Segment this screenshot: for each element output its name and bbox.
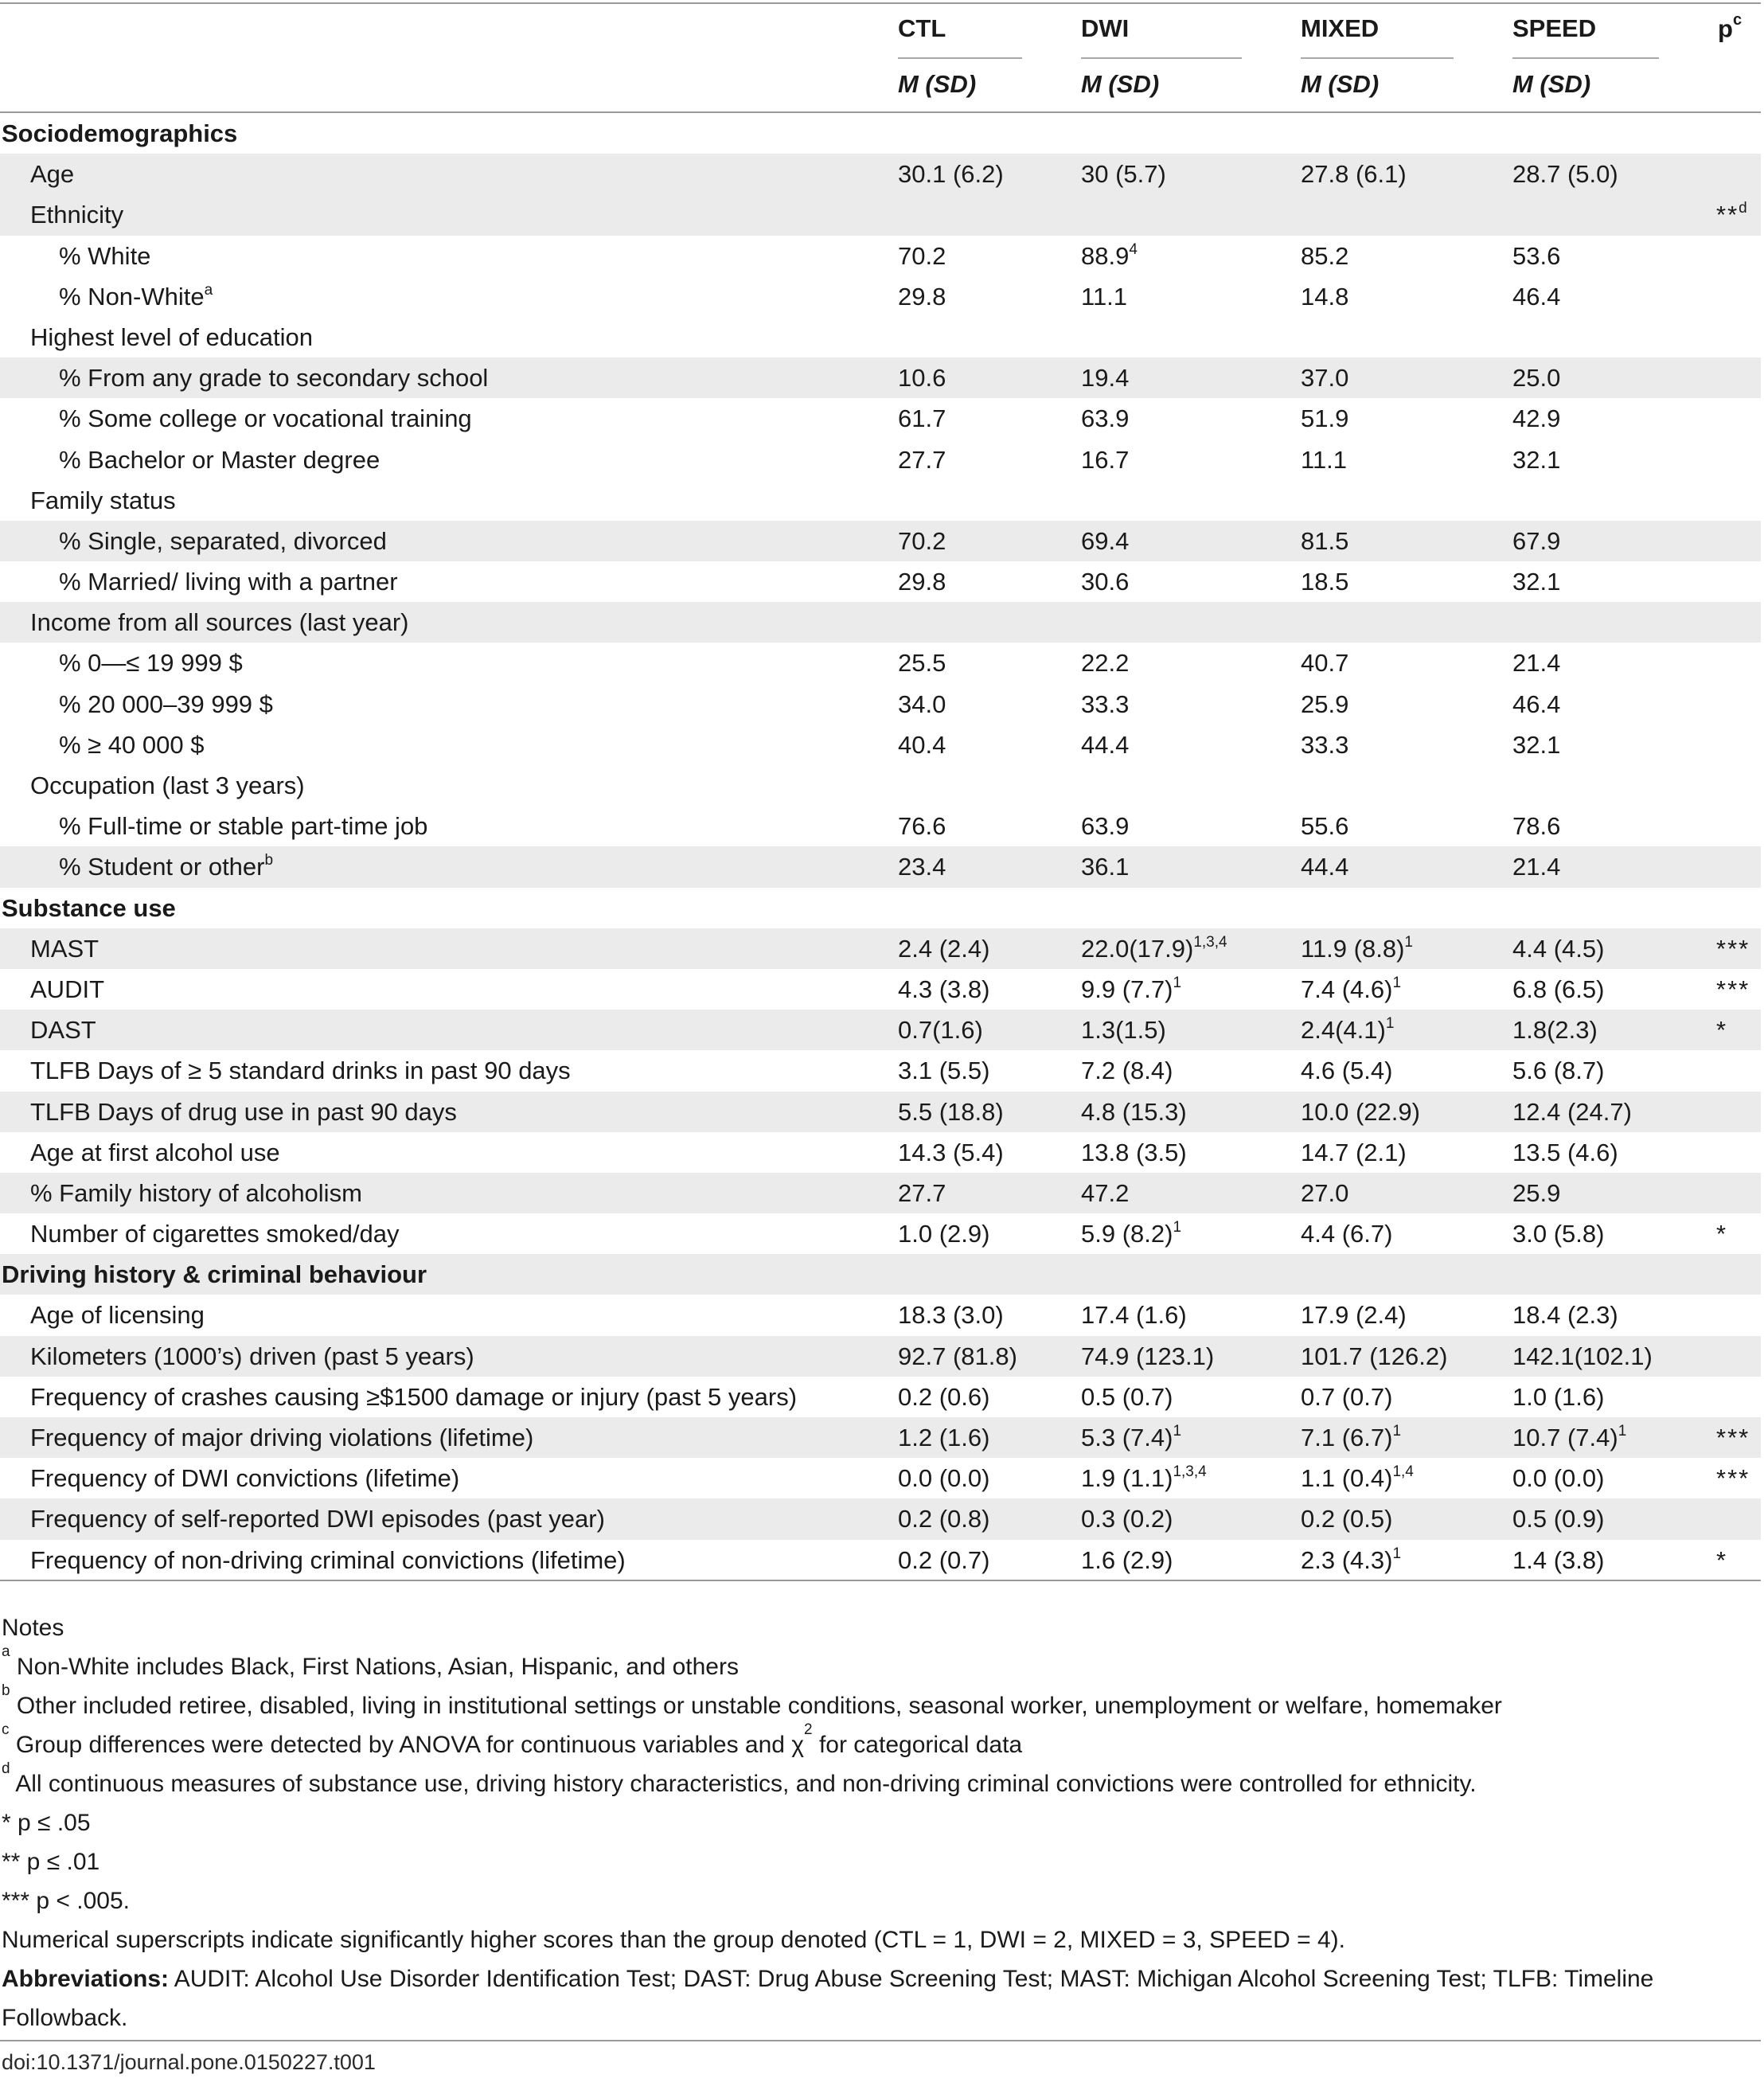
row-label: Family status — [30, 486, 176, 514]
cell-mix: $2.4(4.1)^1$ — [1301, 1015, 1395, 1045]
cell-ctl: 3.1 (5.5) — [898, 1057, 990, 1085]
table-row — [0, 1498, 1761, 1539]
cell-ctl: 23.4 — [898, 853, 946, 881]
note-p05: * p ≤ .05 — [2, 1810, 91, 1836]
cell-ctl: 34.0 — [898, 690, 946, 718]
table-header — [0, 0, 1761, 113]
cell-mix: 37.0 — [1301, 364, 1349, 393]
cell-mix: 11.1 — [1301, 445, 1348, 474]
cell-mix: 101.7 (126.2) — [1301, 1342, 1448, 1370]
row-label: TLFB Days of ≥ 5 standard drinks in past 90 days — [30, 1057, 571, 1085]
cell-dwi: 88.9$^4$ — [1081, 240, 1138, 270]
doi-rule — [0, 2040, 1761, 2041]
cell-dwi: 1.9 $(1.1)^{1,3,4}$ — [1081, 1463, 1207, 1493]
section-row — [0, 888, 1761, 928]
cell-mix: 14.8 — [1301, 282, 1349, 311]
col-sub-ctl: M (SD) — [898, 70, 977, 98]
cell-mix: 7.1 $(6.7)^1$ — [1301, 1423, 1402, 1451]
table-row — [0, 317, 1761, 357]
cell-ctl: 0.7(1.6) — [898, 1016, 983, 1045]
cell-p: * — [1716, 1220, 1728, 1248]
cell-dwi: 69.4 — [1081, 526, 1130, 555]
note-d: $^d$ All continuous measures of substance use, driving history characteristics, and non-driving criminal convictions were controlled for ethnicity. — [2, 1760, 1477, 1797]
cell-spd: 1.8(2.3) — [1512, 1016, 1598, 1045]
cell-ctl: 25.5 — [898, 649, 946, 678]
table-row — [0, 521, 1761, 561]
row-label: % Non-White$^a$ — [59, 281, 213, 311]
cell-spd: 67.9 — [1512, 526, 1561, 555]
cell-spd: 78.6 — [1512, 812, 1561, 841]
table-row — [0, 684, 1761, 725]
table-row — [0, 1540, 1761, 1580]
cell-ctl: 0.2 (0.7) — [898, 1545, 990, 1574]
cell-mix: 51.9 — [1301, 404, 1349, 433]
cell-mix: 10.0 (22.9) — [1301, 1097, 1420, 1126]
cell-mix: 14.7 (2.1) — [1301, 1138, 1407, 1166]
cell-dwi: 16.7 — [1081, 445, 1130, 474]
cell-spd: 0.0 (0.0) — [1512, 1464, 1605, 1493]
cell-p: *** — [1716, 975, 1750, 1003]
row-label: Sociodemographics — [2, 119, 238, 147]
cell-ctl: 1.2 (1.6) — [898, 1424, 990, 1451]
row-label: Kilometers (1000’s) driven (past 5 years) — [30, 1342, 474, 1370]
cell-spd: 3.0 (5.8) — [1512, 1220, 1605, 1248]
row-label: Substance use — [2, 893, 176, 922]
note-b: $^b$ Other included retiree, disabled, living in institutional settings or unstable conditions, seasonal worker, unemployment or welfare, homemaker — [2, 1682, 1502, 1719]
cell-mix: 27.8 (6.1) — [1301, 160, 1407, 189]
cell-ctl: 0.0 (0.0) — [898, 1464, 990, 1493]
cell-mix: 4.6 (5.4) — [1301, 1057, 1393, 1085]
cell-mix: 40.7 — [1301, 649, 1349, 678]
cell-dwi: 44.4 — [1081, 730, 1130, 759]
cell-dwi: 7.2 (8.4) — [1081, 1057, 1173, 1085]
table-row — [0, 1336, 1761, 1377]
cell-spd: 13.5 (4.6) — [1512, 1138, 1618, 1166]
table-row — [0, 806, 1761, 846]
section-row — [0, 1254, 1761, 1295]
notes-title: Notes — [2, 1615, 64, 1641]
table-row — [0, 236, 1761, 276]
table-row — [0, 1417, 1761, 1458]
row-label: Ethnicity — [30, 201, 124, 229]
cell-spd: 25.9 — [1512, 1178, 1561, 1207]
cell-ctl: 40.4 — [898, 730, 946, 759]
cell-mix: 44.4 — [1301, 853, 1349, 881]
bottom-rule — [0, 1580, 1761, 1581]
doi-text: doi:10.1371/journal.pone.0150227.t001 — [2, 2050, 376, 2074]
table-notes — [2, 1608, 1753, 2037]
cell-mix: 4.4 (6.7) — [1301, 1220, 1393, 1248]
cell-ctl: 92.7 (81.8) — [898, 1342, 1017, 1370]
cell-p: * — [1716, 1016, 1728, 1045]
table-row — [0, 1010, 1761, 1050]
cell-mix: 25.9 — [1301, 690, 1349, 718]
cell-spd: 53.6 — [1512, 241, 1561, 270]
top-rule — [0, 2, 1761, 4]
cell-dwi: 1.6 (2.9) — [1081, 1545, 1173, 1574]
cell-dwi: 22.2 — [1081, 649, 1130, 678]
table-row — [0, 154, 1761, 194]
table-row — [0, 765, 1761, 806]
table-row — [0, 602, 1761, 643]
cell-ctl: 1.0 (2.9) — [898, 1220, 990, 1248]
cell-ctl: 30.1 (6.2) — [898, 160, 1004, 189]
section-row — [0, 113, 1761, 154]
cell-dwi: 36.1 — [1081, 853, 1130, 881]
row-label: % Full-time or stable part-time job — [59, 812, 428, 841]
note-p01: ** p ≤ .01 — [2, 1849, 100, 1875]
cell-dwi: 11.1 — [1081, 282, 1128, 311]
row-label: Frequency of major driving violations (lifetime) — [30, 1424, 534, 1451]
table-row — [0, 928, 1761, 969]
cell-ctl: 27.7 — [898, 1178, 946, 1207]
cell-ctl: 70.2 — [898, 241, 946, 270]
note-c: $^c$ Group differences were detected by ANOVA for continuous variables and $\chi^2$ for categorical data — [2, 1721, 1023, 1758]
cell-mix: 33.3 — [1301, 730, 1349, 759]
cell-spd: 4.4 (4.5) — [1512, 934, 1605, 963]
row-label: TLFB Days of drug use in past 90 days — [30, 1097, 457, 1126]
table-row — [0, 561, 1761, 602]
note-abbreviations: Abbreviations: AUDIT: Alcohol Use Disorder Identification Test; DAST: Drug Abuse Screening Test; MAST: Michigan Alcohol Screening Test; TLFB: Timeline Followback. — [2, 1966, 1654, 2031]
table-row — [0, 1377, 1761, 1417]
col-underline-speed — [1512, 57, 1659, 59]
cell-spd: 25.0 — [1512, 364, 1561, 393]
cell-spd: 5.6 (8.7) — [1512, 1057, 1605, 1085]
cell-dwi: 9.9 $(7.7)^1$ — [1081, 974, 1182, 1003]
row-label: % White — [59, 241, 151, 270]
cell-mix: 85.2 — [1301, 241, 1349, 270]
cell-ctl: 10.6 — [898, 364, 946, 393]
table-row — [0, 846, 1761, 887]
cell-dwi: 63.9 — [1081, 404, 1130, 433]
cell-dwi: 0.3 (0.2) — [1081, 1505, 1173, 1533]
row-label: AUDIT — [30, 975, 104, 1003]
cell-ctl: 29.8 — [898, 282, 946, 311]
cell-ctl: 4.3 (3.8) — [898, 975, 990, 1003]
table-row — [0, 1173, 1761, 1213]
cell-dwi: 17.4 (1.6) — [1081, 1301, 1187, 1330]
table-row — [0, 1092, 1761, 1132]
row-label: Frequency of self-reported DWI episodes (past year) — [30, 1505, 605, 1533]
note-a: $^a$ Non-White includes Black, First Nations, Asian, Hispanic, and others — [2, 1643, 739, 1680]
row-label: % ≥ 40 000 $ — [59, 730, 205, 759]
col-underline-mixed — [1301, 57, 1454, 59]
cell-p: *** — [1716, 934, 1750, 963]
row-label: % From any grade to secondary school — [59, 364, 489, 393]
row-label: DAST — [30, 1016, 96, 1045]
col-underline-ctl — [898, 57, 1022, 59]
cell-ctl: 27.7 — [898, 445, 946, 474]
cell-mix: 0.7 (0.7) — [1301, 1382, 1393, 1411]
col-header-dwi: DWI — [1081, 14, 1130, 42]
cell-spd: 21.4 — [1512, 649, 1561, 678]
col-sub-dwi: M (SD) — [1081, 70, 1160, 98]
cell-mix: 7.4 $(4.6)^1$ — [1301, 974, 1402, 1003]
row-label: Number of cigarettes smoked/day — [30, 1220, 400, 1248]
cell-ctl: 2.4 (2.4) — [898, 934, 990, 963]
cell-dwi: 5.3 $(7.4)^1$ — [1081, 1423, 1182, 1451]
cell-mix: 2.3 $(4.3)^1$ — [1301, 1545, 1402, 1574]
cell-ctl: 0.2 (0.6) — [898, 1382, 990, 1411]
cell-spd: 46.4 — [1512, 282, 1561, 311]
cell-dwi: 74.9 (123.1) — [1081, 1342, 1215, 1370]
table-row — [0, 1132, 1761, 1173]
table-row — [0, 725, 1761, 765]
cell-spd: 12.4 (24.7) — [1512, 1097, 1632, 1126]
row-label: Occupation (last 3 years) — [30, 772, 305, 799]
cell-dwi: 5.9 $(8.2)^1$ — [1081, 1219, 1182, 1248]
cell-p: *** — [1716, 1464, 1750, 1493]
cell-mix: 27.0 — [1301, 1178, 1349, 1207]
note-superscripts: Numerical superscripts indicate significantly higher scores than the group denoted (CTL = 1, DWI = 2, MIXED = 3, SPEED = 4). — [2, 1927, 1345, 1953]
table-row — [0, 276, 1761, 317]
row-label: % Married/ living with a partner — [59, 568, 398, 596]
table-row — [0, 1050, 1761, 1091]
cell-spd: 0.5 (0.9) — [1512, 1505, 1605, 1533]
cell-dwi: 30.6 — [1081, 568, 1130, 596]
row-label: Income from all sources (last year) — [30, 608, 409, 637]
cell-ctl: 70.2 — [898, 526, 946, 555]
table-row — [0, 194, 1761, 235]
cell-spd: 6.8 (6.5) — [1512, 975, 1605, 1003]
cell-dwi: $22.0(17.9)^{1,3,4}$ — [1081, 933, 1227, 963]
cell-ctl: 18.3 (3.0) — [898, 1301, 1004, 1330]
cell-dwi: 47.2 — [1081, 1178, 1130, 1207]
cell-spd: 1.4 (3.8) — [1512, 1545, 1605, 1574]
cell-dwi: 4.8 (15.3) — [1081, 1097, 1187, 1126]
col-header-p: $p^c$ — [1718, 11, 1743, 43]
cell-p: *** — [1716, 1424, 1750, 1451]
row-label: MAST — [30, 934, 100, 963]
cell-spd: 42.9 — [1512, 404, 1561, 433]
col-header-speed: SPEED — [1512, 14, 1597, 42]
cell-mix: 1.1 $(0.4)^{1,4}$ — [1301, 1463, 1414, 1493]
row-label: % Bachelor or Master degree — [59, 445, 381, 474]
cell-spd: 46.4 — [1512, 690, 1561, 718]
cell-mix: 55.6 — [1301, 812, 1349, 841]
row-label: Age — [30, 160, 75, 189]
cell-spd: 10.7 $(7.4)^1$ — [1512, 1423, 1627, 1451]
cell-dwi: 1.3(1.5) — [1081, 1016, 1166, 1045]
row-label: % Family history of alcoholism — [30, 1178, 362, 1207]
cell-p: **$^d$ — [1716, 200, 1749, 229]
table-body — [0, 113, 1761, 1580]
cell-ctl: 0.2 (0.8) — [898, 1505, 990, 1533]
row-label: % Student or other$^b$ — [59, 852, 274, 881]
col-underline-dwi — [1081, 57, 1242, 59]
row-label: Highest level of education — [30, 322, 314, 351]
cell-spd: 32.1 — [1512, 730, 1561, 759]
cell-dwi: 19.4 — [1081, 364, 1130, 393]
table-row — [0, 969, 1761, 1010]
cell-dwi: 33.3 — [1081, 690, 1130, 718]
table-row — [0, 439, 1761, 480]
cell-dwi: 13.8 (3.5) — [1081, 1138, 1187, 1166]
row-label: % Single, separated, divorced — [59, 526, 387, 555]
cell-spd: 18.4 (2.3) — [1512, 1301, 1618, 1330]
col-header-mixed: MIXED — [1301, 14, 1380, 42]
cell-spd: 32.1 — [1512, 568, 1561, 596]
row-label: % 0—≤ 19 999 $ — [59, 649, 243, 678]
cell-ctl: 61.7 — [898, 404, 946, 433]
cell-dwi: 0.5 (0.7) — [1081, 1382, 1173, 1411]
cell-ctl: 14.3 (5.4) — [898, 1138, 1004, 1166]
cell-spd: 1.0 (1.6) — [1512, 1382, 1605, 1411]
table-row — [0, 398, 1761, 439]
cell-ctl: 5.5 (18.8) — [898, 1097, 1004, 1126]
row-label: % 20 000–39 999 $ — [59, 690, 273, 718]
cell-spd: 28.7 (5.0) — [1512, 160, 1618, 189]
row-label: Frequency of non-driving criminal convictions (lifetime) — [30, 1545, 626, 1574]
cell-ctl: 29.8 — [898, 568, 946, 596]
row-label: Driving history & criminal behaviour — [2, 1260, 427, 1289]
cell-p: * — [1716, 1545, 1728, 1574]
row-label: % Some college or vocational training — [59, 404, 472, 433]
cell-spd: 21.4 — [1512, 853, 1561, 881]
note-p005: *** p < .005. — [2, 1888, 130, 1914]
row-label: Frequency of crashes causing ≥$1500 damage or injury (past 5 years) — [30, 1382, 798, 1411]
cell-dwi: 63.9 — [1081, 812, 1130, 841]
cell-spd: 142.1(102.1) — [1512, 1342, 1653, 1370]
cell-dwi: 30 (5.7) — [1081, 160, 1166, 189]
row-label: Age at first alcohol use — [30, 1138, 280, 1166]
col-header-ctl: CTL — [898, 14, 946, 42]
cell-mix: 17.9 (2.4) — [1301, 1301, 1407, 1330]
table-row — [0, 643, 1761, 683]
row-label: Frequency of DWI convictions (lifetime) — [30, 1464, 460, 1493]
cell-mix: 18.5 — [1301, 568, 1349, 596]
col-sub-mixed: M (SD) — [1301, 70, 1380, 98]
cell-mix: 11.9 $(8.8)^1$ — [1301, 933, 1413, 963]
col-sub-speed: M (SD) — [1512, 70, 1591, 98]
table-row — [0, 480, 1761, 521]
table-row — [0, 1213, 1761, 1254]
cell-mix: 0.2 (0.5) — [1301, 1505, 1393, 1533]
row-label: Age of licensing — [30, 1301, 205, 1330]
cell-mix: 81.5 — [1301, 526, 1349, 555]
cell-ctl: 76.6 — [898, 812, 946, 841]
table-row — [0, 1458, 1761, 1498]
table-row — [0, 1295, 1761, 1335]
cell-spd: 32.1 — [1512, 445, 1561, 474]
table-row — [0, 357, 1761, 398]
